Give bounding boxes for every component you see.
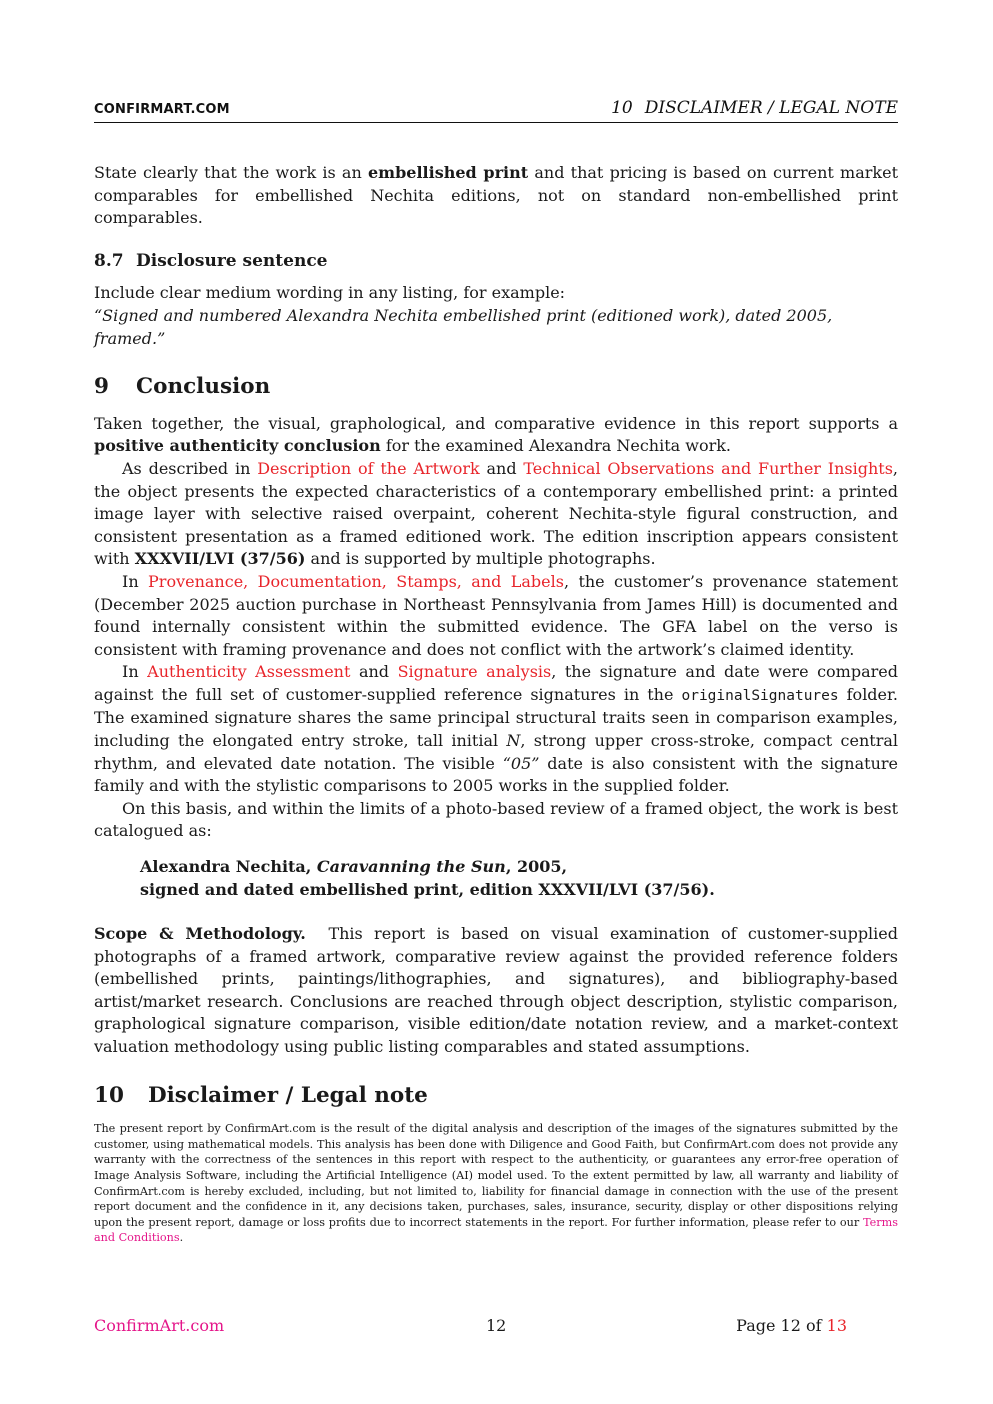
report-page xyxy=(94,0,898,1404)
embellished-print-term: embellished print xyxy=(368,163,529,182)
folder-name: originalSignatures xyxy=(681,687,839,704)
catalogue-entry: Alexandra Nechita, Caravanning the Sun, 2005, signed and dated embellished print, edition XXXVII/LVI (37/56). xyxy=(140,857,715,900)
conclusion-paragraph-1: Taken together, the visual, graphological, and comparative evidence in this report supports a positive authenticity conclusion for the examined Alexandra Nechita work. xyxy=(94,413,898,456)
section-9-heading xyxy=(94,376,898,399)
running-section-title xyxy=(611,98,898,118)
disclosure-quote: “Signed and numbered Alexandra Nechita embellished print (editioned work), dated 2005, framed.” xyxy=(94,305,833,348)
section-number: 8.7 xyxy=(94,250,124,271)
conclusion-paragraph-4: In Authenticity Assessment and Signature analysis, the signature and date were compared against the full set of customer-supplied reference signatures in the originalSignatures folder. The examined signature shares the same principal structural traits seen in comparison examples, including the elongated entry stroke, tall initial N, strong upper cross-stroke, compact central rhythm, and elevated date notation. The visible “05” date is also consistent with the signature family and with the stylistic comparisons to 2005 works in the supplied folder. xyxy=(94,662,898,796)
footer-site-link[interactable]: ConfirmArt.com xyxy=(94,1316,225,1335)
link-description-of-artwork[interactable]: Description of the Artwork xyxy=(257,458,480,478)
scope-label: Scope & Methodology. xyxy=(94,924,306,944)
running-section-name: DISCLAIMER / LEGAL NOTE xyxy=(644,98,898,118)
link-technical-observations[interactable]: Technical Observations and Further Insights xyxy=(523,458,893,478)
disclosure-paragraph: Include clear medium wording in any listing, for example: “Signed and numbered Alexandra Nechita embellished print (editioned work), dated 2005, framed.” xyxy=(94,283,833,348)
link-signature-analysis[interactable]: Signature analysis xyxy=(397,662,552,682)
section-title: Conclusion xyxy=(136,374,271,400)
scope-methodology-paragraph: Scope & Methodology. This report is based on visual examination of customer-supplied photographs of a framed artwork, comparative review against the provided reference folders (embellished prints, paintings/lithographies, and signatures), and bibliography-based artist/market research. Conclusions are reached through object description, stylistic comparison, graphological signature comparison, visible edition/date notation review, and a market-context valuation methodology using public listing comparables and stated assumptions. xyxy=(94,924,899,1056)
page-header xyxy=(94,98,898,123)
section-10-heading xyxy=(94,1082,898,1108)
page-body xyxy=(94,162,898,1246)
running-section-number: 10 xyxy=(611,98,633,118)
artwork-title: Caravanning the Sun xyxy=(316,857,506,877)
page-footer xyxy=(94,1316,898,1338)
section-title: Disclaimer / Legal note xyxy=(148,1082,428,1108)
section-number: 10 xyxy=(94,1082,124,1108)
conclusion-paragraph-3: In Provenance, Documentation, Stamps, and Labels, the customer’s provenance statement (December 2025 auction purchase in Northeast Pennsylvania from James Hill) is documented and found internally consistent within the submitted evidence. The GFA label on the verso is consistent with framing provenance and does not conflict with the artwork’s claimed identity. xyxy=(94,571,899,659)
conclusion-paragraph-2: As described in Description of the Artwork and Technical Observations and Further Insights, the object presents the expected characteristics of a contemporary embellished print: a printed image layer with selective raised overpaint, coherent Nechita-style figural construction, and consistent presentation as a framed editioned work. The edition inscription appears consistent with XXXVII/LVI (37/56) and is supported by multiple photographs. xyxy=(94,458,898,569)
conclusion-paragraph-5: On this basis, and within the limits of a photo-based review of a framed object, the work is best catalogued as: xyxy=(94,798,898,841)
footer-page-count: Page 12 of 13 xyxy=(736,1316,847,1335)
confirmart-logo: CONFIRMART.COM xyxy=(94,102,230,117)
edition-inscription: XXXVII/LVI (37/56) xyxy=(134,549,306,569)
last-page-link[interactable]: 13 xyxy=(826,1316,847,1335)
footer-page-number: 12 xyxy=(486,1316,507,1335)
terms-and-conditions-link[interactable]: Terms and Conditions xyxy=(94,1215,898,1245)
section-8-7-heading xyxy=(94,250,898,273)
legal-disclaimer-text: The present report by ConfirmArt.com is the result of the digital analysis and description of the images of the signatures submitted by the customer, using mathematical models. This analysis has been done with Diligence and Good Faith, but ConfirmArt.com does not provide any warranty with the correctness of the sentences in this report with respect to the authenticity, or guarantees any error-free operation of Image Analysis Software, including the Artificial Intelligence (AI) model used. To the extent permitted by law, all warranty and liability of ConfirmArt.com is hereby excluded, including, but not limited to, liability for financial damage in connection with the use of the present report document and the confidence in it, any decisions taken, purchases, sales, insurance, security, display or other dispositions relying upon the present report, damage or loss profits due to incorrect statements in the report. For further information, please refer to our Terms and Conditions. xyxy=(94,1122,898,1245)
section-title: Disclosure sentence xyxy=(136,250,328,271)
link-authenticity-assessment[interactable]: Authenticity Assessment xyxy=(147,662,351,682)
intro-paragraph: State clearly that the work is an embellished print and that pricing is based on current market comparables for embellished Nechita editions, not on standard non-embellished print comparables. xyxy=(94,163,898,228)
section-number: 9 xyxy=(94,374,109,400)
link-provenance[interactable]: Provenance, Documentation, Stamps, and Labels xyxy=(148,571,564,591)
